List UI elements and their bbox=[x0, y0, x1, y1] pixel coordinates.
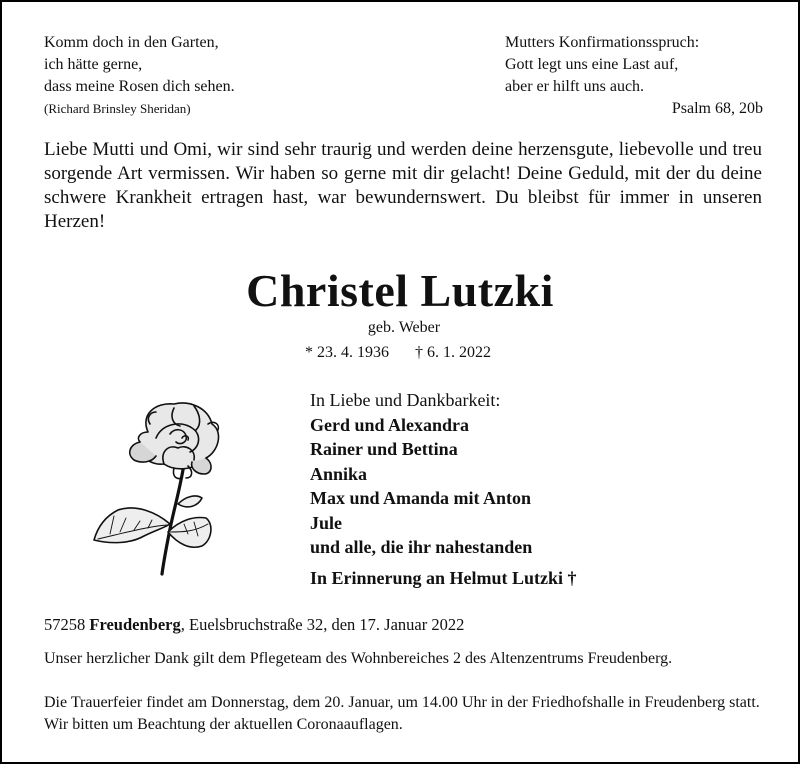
deceased-name: Christel Lutzki bbox=[246, 265, 554, 316]
rose-illustration bbox=[90, 394, 240, 576]
poem-right-reference: Psalm 68, 20b bbox=[671, 100, 763, 117]
mourners-intro: In Liebe und Dankbarkeit: bbox=[310, 390, 501, 410]
farewell-message: Liebe Mutti und Omi, wir sind sehr traurig und werden deine herzensgute, liebevolle und treu sorgende Art vermissen. Wir haben so gerne mit dir gelacht! Deine Geduld, mit der du deine schwere Krankheit ertragen hast, war bewundernswert. Du bleibst für immer in unseren Herzen! bbox=[44, 139, 762, 232]
poem-right-line: Mutters Konfirmationsspruch: bbox=[505, 34, 700, 51]
poem-left bbox=[44, 32, 235, 120]
thanks-note: Unser herzlicher Dank gilt dem Pflegeteam des Wohnbereiches 2 des Altenzentrums Freudenberg. bbox=[44, 650, 673, 667]
poem-right bbox=[505, 32, 763, 120]
maiden-name: geb. Weber bbox=[367, 319, 441, 336]
death-date: † 6. 1. 2022 bbox=[415, 344, 491, 361]
poem-left-line: Komm doch in den Garten, bbox=[44, 34, 219, 51]
mourner-name: Jule bbox=[310, 512, 343, 533]
birth-date: * 23. 4. 1936 bbox=[305, 344, 389, 361]
mourner-name: Annika bbox=[310, 463, 368, 484]
poem-right-line: aber er hilft uns auch. bbox=[505, 78, 645, 95]
life-dates bbox=[305, 344, 491, 362]
address-line bbox=[44, 614, 760, 636]
memory-line: In Erinnerung an Helmut Lutzki † bbox=[310, 567, 577, 588]
poem-left-line: ich hätte gerne, bbox=[44, 56, 143, 73]
poem-left-author: (Richard Brinsley Sheridan) bbox=[44, 101, 191, 116]
postal-code: 57258 bbox=[44, 615, 86, 634]
address-rest: , Euelsbruchstraße 32, den 17. Januar 2022 bbox=[180, 615, 465, 634]
city: Freudenberg bbox=[89, 615, 181, 634]
mourner-name: und alle, die ihr nahestanden bbox=[310, 537, 533, 557]
poem-left-line: dass meine Rosen dich sehen. bbox=[44, 78, 235, 95]
mourner-name: Gerd und Alexandra bbox=[310, 414, 470, 435]
mourners-list bbox=[310, 388, 577, 590]
funeral-note: Die Trauerfeier findet am Donnerstag, dem 20. Januar, um 14.00 Uhr in der Friedhofshalle in Freudenberg statt. Wir bitten um Beachtung der aktuellen Coronaauflagen. bbox=[44, 694, 760, 733]
mourner-name: Rainer und Bettina bbox=[310, 439, 458, 459]
poem-right-line: Gott legt uns eine Last auf, bbox=[505, 56, 679, 73]
mourner-name: Max und Amanda mit Anton bbox=[310, 488, 532, 508]
